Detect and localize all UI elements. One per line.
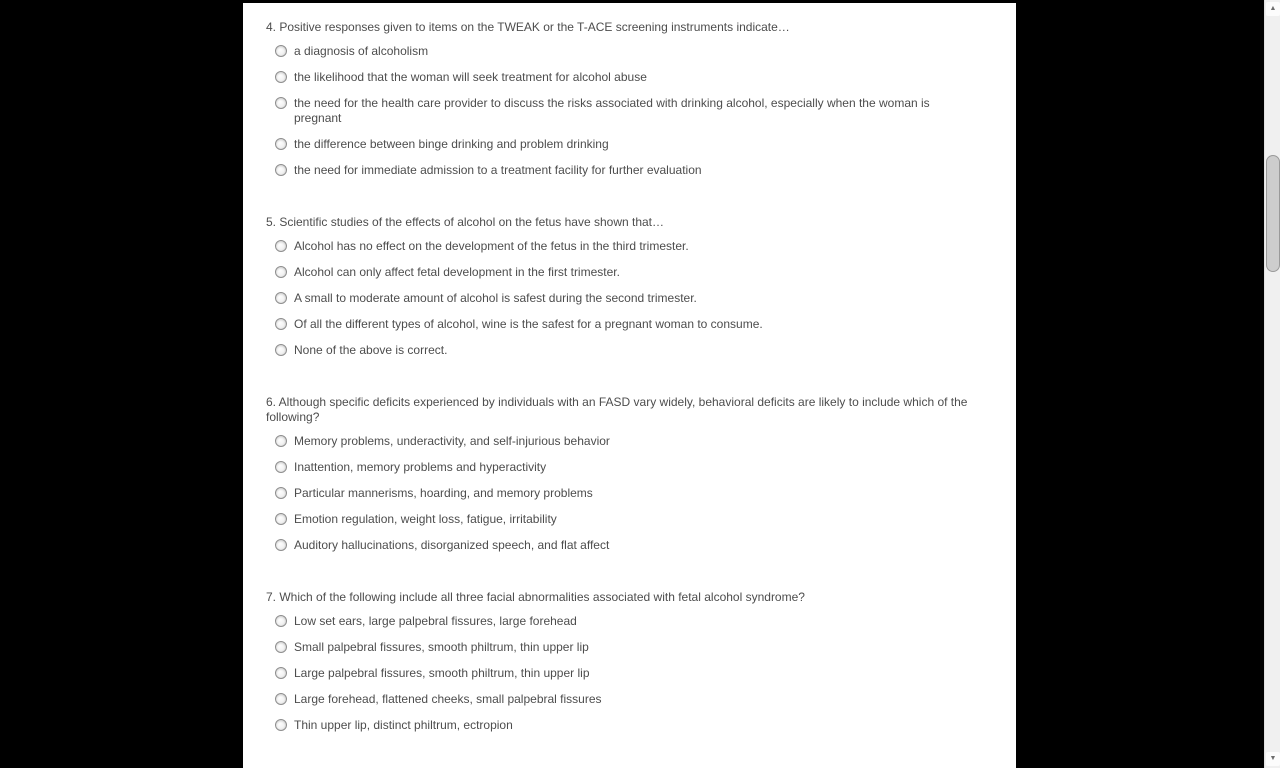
option-label: the difference between binge drinking and problem drinking [294, 137, 609, 151]
answer-option[interactable] [275, 343, 981, 358]
radio-button-icon[interactable] [275, 487, 287, 499]
option-label: Alcohol has no effect on the development of the fetus in the third trimester. [294, 239, 689, 253]
radio-button-icon[interactable] [275, 97, 287, 109]
answer-option[interactable] [275, 265, 981, 280]
question-text: 5. Scientific studies of the effects of alcohol on the fetus have shown that… [266, 215, 665, 229]
question-block [266, 395, 981, 553]
question-block [266, 590, 981, 733]
answer-option[interactable] [275, 239, 981, 254]
answer-option[interactable] [275, 614, 981, 629]
radio-button-icon[interactable] [275, 641, 287, 653]
scrollbar-up-button[interactable]: ▲ [1266, 2, 1280, 16]
option-label: Emotion regulation, weight loss, fatigue, irritability [294, 512, 557, 526]
radio-button-icon[interactable] [275, 344, 287, 356]
question-text: 6. Although specific deficits experienced by individuals with an FASD vary widely, behavioral deficits are likely to include which of the following? [266, 395, 968, 424]
answer-option[interactable] [275, 718, 981, 733]
scrollbar-down-button[interactable]: ▼ [1266, 752, 1280, 766]
radio-button-icon[interactable] [275, 138, 287, 150]
option-label: Large palpebral fissures, smooth philtrum, thin upper lip [294, 666, 590, 680]
option-list [275, 434, 981, 553]
option-list [275, 614, 981, 733]
radio-button-icon[interactable] [275, 164, 287, 176]
radio-button-icon[interactable] [275, 615, 287, 627]
option-label: Alcohol can only affect fetal development in the first trimester. [294, 265, 620, 279]
answer-option[interactable] [275, 640, 981, 655]
option-label: Memory problems, underactivity, and self-injurious behavior [294, 434, 610, 448]
radio-button-icon[interactable] [275, 513, 287, 525]
option-label: the need for immediate admission to a treatment facility for further evaluation [294, 163, 702, 177]
answer-option[interactable] [275, 96, 981, 126]
answer-option[interactable] [275, 486, 981, 501]
radio-button-icon[interactable] [275, 461, 287, 473]
answer-option[interactable] [275, 70, 981, 85]
radio-button-icon[interactable] [275, 693, 287, 705]
option-label: Particular mannerisms, hoarding, and memory problems [294, 486, 593, 500]
question-text: 4. Positive responses given to items on the TWEAK or the T-ACE screening instruments indicate… [266, 20, 790, 34]
option-label: the need for the health care provider to discuss the risks associated with drinking alcohol, especially when the woman is pregnant [294, 96, 930, 125]
option-label: the likelihood that the woman will seek treatment for alcohol abuse [294, 70, 647, 84]
option-label: Low set ears, large palpebral fissures, large forehead [294, 614, 577, 628]
answer-option[interactable] [275, 460, 981, 475]
option-label: A small to moderate amount of alcohol is safest during the second trimester. [294, 291, 697, 305]
answer-option[interactable] [275, 44, 981, 59]
answer-option[interactable] [275, 137, 981, 152]
question-block [266, 20, 981, 178]
option-label: a diagnosis of alcoholism [294, 44, 429, 58]
radio-button-icon[interactable] [275, 45, 287, 57]
answer-option[interactable] [275, 538, 981, 553]
question-list [243, 20, 1016, 733]
option-label: Auditory hallucinations, disorganized speech, and flat affect [294, 538, 610, 552]
quiz-page [243, 3, 1016, 768]
radio-button-icon[interactable] [275, 719, 287, 731]
option-label: Of all the different types of alcohol, wine is the safest for a pregnant woman to consume. [294, 317, 763, 331]
option-label: Inattention, memory problems and hyperactivity [294, 460, 547, 474]
radio-button-icon[interactable] [275, 71, 287, 83]
option-label: Large forehead, flattened cheeks, small palpebral fissures [294, 692, 602, 706]
question-block [266, 215, 981, 358]
option-list [275, 44, 981, 178]
answer-option[interactable] [275, 163, 981, 178]
option-label: Small palpebral fissures, smooth philtrum, thin upper lip [294, 640, 589, 654]
radio-button-icon[interactable] [275, 240, 287, 252]
answer-option[interactable] [275, 291, 981, 306]
radio-button-icon[interactable] [275, 667, 287, 679]
answer-option[interactable] [275, 512, 981, 527]
answer-option[interactable] [275, 666, 981, 681]
radio-button-icon[interactable] [275, 266, 287, 278]
radio-button-icon[interactable] [275, 318, 287, 330]
question-text: 7. Which of the following include all three facial abnormalities associated with fetal alcohol syndrome? [266, 590, 805, 604]
radio-button-icon[interactable] [275, 435, 287, 447]
scrollbar-thumb[interactable] [1266, 155, 1280, 272]
answer-option[interactable] [275, 434, 981, 449]
vertical-scrollbar[interactable] [1264, 0, 1280, 768]
radio-button-icon[interactable] [275, 292, 287, 304]
option-label: Thin upper lip, distinct philtrum, ectropion [294, 718, 513, 732]
answer-option[interactable] [275, 317, 981, 332]
radio-button-icon[interactable] [275, 539, 287, 551]
option-list [275, 239, 981, 358]
answer-option[interactable] [275, 692, 981, 707]
option-label: None of the above is correct. [294, 343, 448, 357]
